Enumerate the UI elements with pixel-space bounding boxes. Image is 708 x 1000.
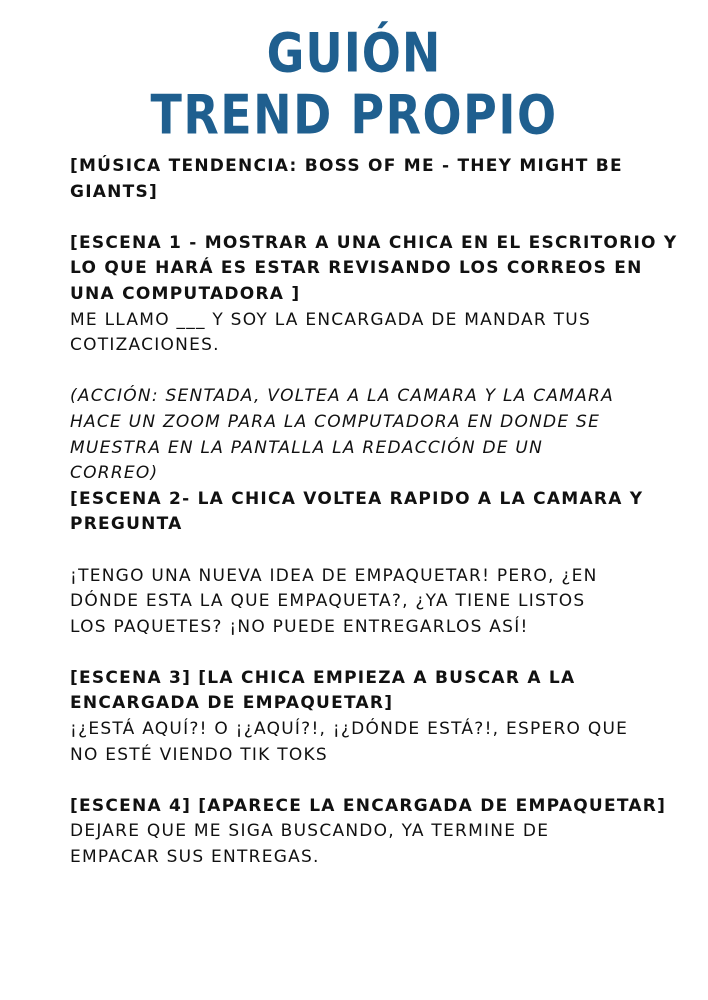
- music-line: [MÚSICA TENDENCIA: BOSS OF ME - THEY MIGHT BE: [70, 156, 623, 176]
- scene2-dialogue-line: LOS PAQUETES? ¡NO PUEDE ENTREGARLOS ASÍ!: [70, 616, 529, 637]
- scene1-dialogue-line: COTIZACIONES.: [70, 335, 220, 356]
- scene2-dialogue-line: DÓNDE ESTA LA QUE EMPAQUETA?, ¿YA TIENE LISTOS: [70, 591, 586, 612]
- action-line: CORREO): [70, 463, 159, 484]
- scene1-heading-line: [ESCENA 1 - MOSTRAR A UNA CHICA EN EL ESCRITORIO Y: [70, 232, 678, 253]
- scene2-heading-line: [ESCENA 2- LA CHICA VOLTEA RAPIDO A LA CAMARA Y: [70, 488, 644, 509]
- spacer: [70, 359, 682, 385]
- spacer: [70, 768, 682, 794]
- scene1-heading-line: LO QUE HARÁ ES ESTAR REVISANDO LOS CORREOS EN: [70, 258, 643, 279]
- title-line-2: TREND PROPIO: [150, 82, 558, 147]
- scene3-heading-line: [ESCENA 3] [LA CHICA EMPIEZA A BUSCAR A LA: [70, 667, 576, 688]
- spacer: [70, 205, 682, 231]
- music-line: GIANTS]: [70, 181, 159, 202]
- title-line-1: GUIÓN: [266, 20, 442, 85]
- spacer: [70, 640, 682, 666]
- scene1-dialogue-line: ME LLAMO ___ Y SOY LA ENCARGADA DE MANDAR TUS: [70, 309, 591, 330]
- scene3-dialogue-line: ¡¿ESTÁ AQUÍ?! O ¡¿AQUÍ?!, ¡¿DÓNDE ESTÁ?!, ESPERO QUE: [70, 719, 629, 740]
- action-line: MUESTRA EN LA PANTALLA LA REDACCIÓN DE UN: [70, 437, 544, 458]
- scene1-heading-line: UNA COMPUTADORA ]: [70, 283, 301, 304]
- scene3-heading-line: ENCARGADA DE EMPAQUETAR]: [70, 693, 394, 714]
- scene4-heading-line: [ESCENA 4] [APARECE LA ENCARGADA DE EMPAQUETAR]: [70, 795, 667, 816]
- scene4-dialogue-line: DEJARE QUE ME SIGA BUSCANDO, YA TERMINE DE: [70, 821, 550, 842]
- spacer: [70, 538, 682, 564]
- action-line: (ACCIÓN: SENTADA, VOLTEA A LA CAMARA Y LA CAMARA: [70, 386, 614, 407]
- scene4-dialogue-line: EMPACAR SUS ENTREGAS.: [70, 847, 320, 868]
- action-line: HACE UN ZOOM PARA LA COMPUTADORA EN DONDE SE: [70, 411, 601, 432]
- scene2-heading-line: PREGUNTA: [70, 514, 183, 535]
- script-body: [70, 154, 682, 871]
- scene2-dialogue-line: ¡TENGO UNA NUEVA IDEA DE EMPAQUETAR! PERO, ¿EN: [70, 565, 598, 586]
- scene3-dialogue-line: NO ESTÉ VIENDO TIK TOKS: [70, 744, 328, 765]
